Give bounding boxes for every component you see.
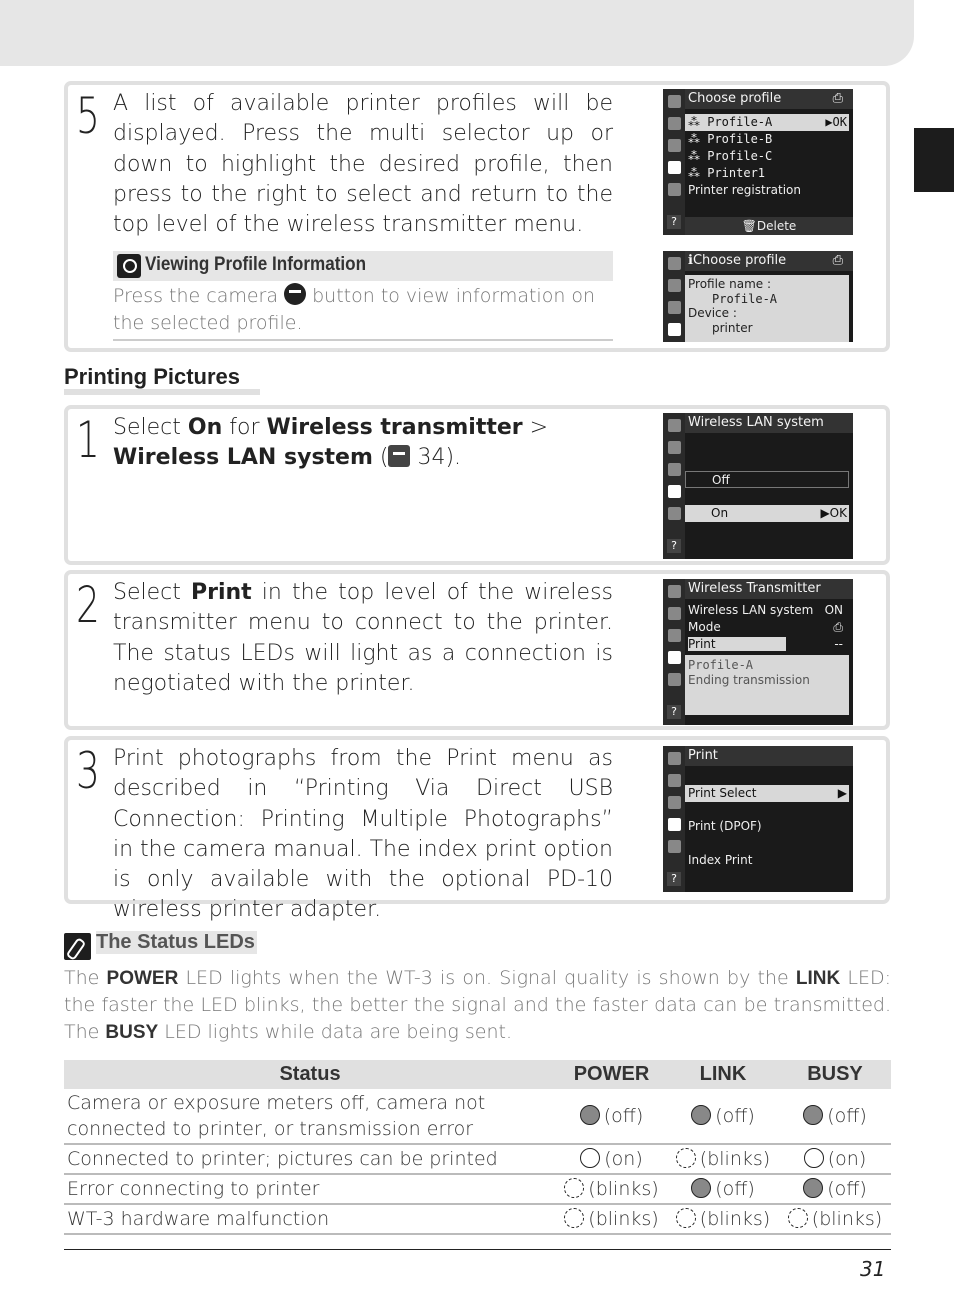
page-reference-icon — [388, 445, 410, 467]
status-panel: Profile-A Ending transmission — [685, 655, 849, 715]
header-band — [0, 0, 914, 66]
shooting-icon — [668, 607, 681, 620]
help-icon: ? — [667, 539, 681, 553]
printer-icon: ⎙ — [832, 91, 843, 106]
led-off-icon — [803, 1105, 823, 1125]
delete-footer: 🗑Delete — [685, 217, 853, 235]
table-row: Camera or exposure meters off, camera not connected to printer, or transmission error (off) (off) (off) — [64, 1089, 891, 1144]
camera-screen-profile-info: ℹChoose profile ⎙ Profile name : Profile-A Device : printer — [663, 251, 853, 342]
led-on-icon — [804, 1148, 824, 1168]
retouch-icon — [668, 840, 681, 853]
custom-icon — [668, 301, 681, 314]
led-off-icon — [691, 1105, 711, 1125]
led-blink-icon — [676, 1208, 696, 1228]
playback-icon — [668, 752, 681, 765]
step-text: Select On for Wireless transmitter > Wireless LAN system ( 34). — [113, 415, 549, 471]
led-blink-icon — [564, 1178, 584, 1198]
step-text: Select Print in the top level of the wireless transmitter menu to connect to the printer. The status LEDs will light as a connection is negotiated with the printer. — [113, 580, 613, 696]
camera-screen-wireless-transmitter: ? Wireless Transmitter Wireless LAN system ON Mode ⎙ Print -- Profile-A Ending transmission — [663, 579, 853, 725]
shooting-icon — [668, 117, 681, 130]
led-off-icon — [803, 1178, 823, 1198]
shooting-icon — [668, 441, 681, 454]
setup-icon — [668, 818, 681, 831]
table-header: Status POWER LINK BUSY — [64, 1060, 891, 1089]
profile-row: ⁂ Profile-A ▶OK — [685, 114, 849, 131]
pencil-icon — [64, 933, 91, 960]
option-on: On ▶OK — [685, 505, 849, 522]
custom-icon — [668, 463, 681, 476]
camera-screen-wireless-lan: ? Wireless LAN system Off On ▶OK — [663, 413, 853, 559]
protect-key-icon — [284, 283, 306, 305]
profile-row: ⁂ Profile-B — [688, 132, 773, 146]
step-2-box — [64, 570, 890, 730]
help-icon: ? — [667, 215, 681, 229]
step-number: 3 — [76, 742, 99, 800]
retouch-icon — [668, 507, 681, 520]
camera-screen-print: ? Print Print Select ▶ Print (DPOF) Index Print — [663, 746, 853, 892]
retouch-icon — [668, 673, 681, 686]
status-led-table — [64, 1060, 891, 1235]
tip-title: The Status LEDs — [96, 931, 255, 953]
playback-icon — [668, 257, 681, 270]
printer-registration-row: Printer registration — [688, 183, 801, 197]
help-icon: ? — [667, 705, 681, 719]
option-off: Off — [685, 471, 849, 488]
help-icon: ? — [667, 872, 681, 886]
table-row: Connected to printer; pictures can be printed (on) (blinks) (on) — [64, 1144, 891, 1174]
step-number: 1 — [76, 411, 99, 469]
page-number: 31 — [860, 1257, 886, 1281]
led-on-icon — [580, 1148, 600, 1168]
magnifier-icon — [117, 254, 141, 278]
led-blink-icon — [564, 1208, 584, 1228]
printer-icon: ⎙ — [833, 620, 843, 634]
shooting-icon — [668, 279, 681, 292]
tip-body: The POWER LED lights when the WT-3 is on. Signal quality is shown by the LINK LED: the faster the LED blinks, the better the signal and the faster data can be transmitted. The BUSY LED lights while data are being sent. — [64, 967, 891, 1043]
step-3-box — [64, 736, 890, 923]
setup-icon — [668, 161, 681, 174]
setup-icon — [668, 651, 681, 664]
setup-icon — [668, 323, 681, 336]
profile-row: ⁂ Profile-C — [688, 149, 773, 163]
setup-icon — [668, 485, 681, 498]
playback-icon — [668, 419, 681, 432]
print-select-row: Print Select ▶ — [685, 785, 849, 802]
table-row: WT-3 hardware malfunction (blinks) (blinks) (blinks) — [64, 1204, 891, 1234]
section-title: Printing Pictures — [64, 364, 241, 389]
custom-icon — [668, 796, 681, 809]
printer-icon: ⎙ — [832, 253, 843, 268]
step-number: 2 — [76, 576, 99, 634]
step-1-box — [64, 405, 890, 565]
led-blink-icon — [788, 1208, 808, 1228]
right-arrow-icon: ▶ — [837, 786, 847, 800]
shooting-icon — [668, 774, 681, 787]
profile-info-panel: Profile name : Profile-A Device : printer — [685, 275, 849, 342]
custom-icon — [668, 629, 681, 642]
note-header — [113, 251, 613, 281]
step-5-box — [64, 81, 890, 352]
note-body: Press the camera button to view information on the selected profile. — [113, 283, 613, 341]
led-blink-icon — [676, 1148, 696, 1168]
playback-icon — [668, 585, 681, 598]
note-title: Viewing Profile Information — [145, 254, 367, 275]
step-number: 5 — [76, 87, 99, 145]
playback-icon — [668, 95, 681, 108]
table-row: Error connecting to printer (blinks) (off) (off) — [64, 1174, 891, 1204]
chapter-tab — [914, 128, 954, 192]
profile-row: ⁂ Printer1 — [688, 166, 766, 180]
camera-screen-choose-profile: ? Choose profile ⎙ ⁂ Profile-A ▶OK ⁂ Profile-B ⁂ Profile-C ⁂ Printer1 Printer registration 🗑Delete — [663, 89, 853, 235]
led-off-icon — [580, 1105, 600, 1125]
led-off-icon — [691, 1178, 711, 1198]
step-text: A list of available printer profiles will be displayed. Press the multi selector up or down to highlight the desired profile, then press to the right to select and return to the top level of the wireless transmitter menu. — [113, 91, 613, 238]
footer-rule — [64, 1249, 891, 1250]
step-text: Print photographs from the Print menu as described in “Printing Via Direct USB Connection: Printing Multiple Photographs” in the camera manual. The index print option is only available with the optional PD-10 wireless printer adapter. — [113, 746, 613, 923]
custom-icon — [668, 139, 681, 152]
retouch-icon — [668, 183, 681, 196]
